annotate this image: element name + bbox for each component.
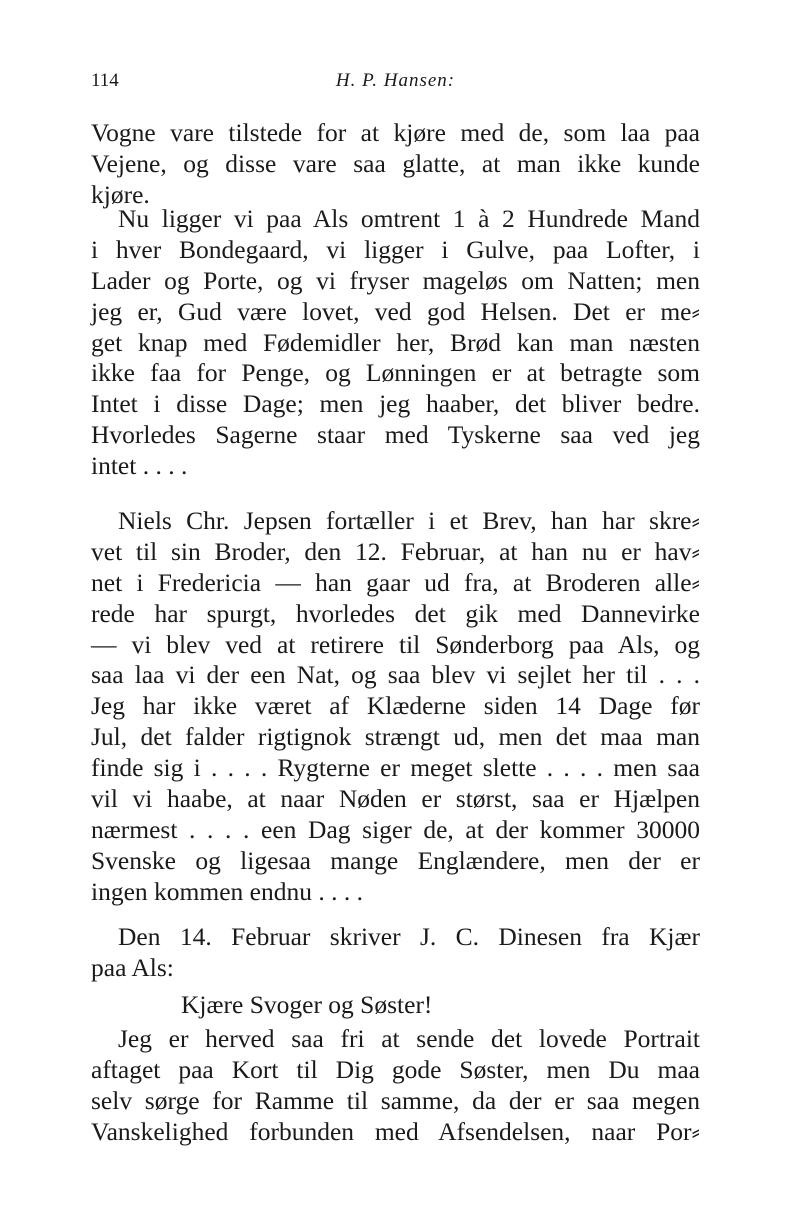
paragraph-3 <box>91 506 700 908</box>
text-line: aftaget paa Kort til Dig gode Søster, men Du maa <box>91 1054 700 1084</box>
salutation-line: Kjære Svoger og Søster! <box>181 990 433 1019</box>
text-line: Svenske og ligesaa mange Englændere, men der er <box>91 845 700 875</box>
text-line: finde sig i . . . . Rygterne er meget slette . . . . men saa <box>91 753 700 783</box>
text-line: paa Als: <box>91 952 174 982</box>
paragraph-2 <box>91 204 700 482</box>
text-line: Den 14. Februar skriver J. C. Dinesen fra Kjær <box>118 922 700 951</box>
text-line: get knap med Fødemidler her, Brød kan man næsten <box>91 327 700 357</box>
text-line: nærmest . . . . een Dag siger de, at der kommer 30000 <box>91 814 700 844</box>
text-line: vil vi haabe, at naar Nøden er størst, saa er Hjælpen <box>91 784 700 814</box>
text-line: jeg er, Gud være lovet, ved god Helsen. Det er me⸗ <box>91 296 700 326</box>
text-line: Niels Chr. Jepsen fortæller i et Brev, han har skre⸗ <box>118 506 700 535</box>
text-line: rede har spurgt, hvorledes det gik med Dannevirke <box>91 598 700 628</box>
text-line: Vogne vare tilstede for at kjøre med de, som laa paa <box>91 118 700 147</box>
text-line: intet . . . . <box>91 451 188 481</box>
text-line: — vi blev ved at retirere til Sønderborg paa Als, og <box>91 629 700 659</box>
text-line: vet til sin Broder, den 12. Februar, at han nu er hav⸗ <box>91 536 700 566</box>
text-line: Intet i disse Dage; men jeg haaber, det bliver bedre. <box>91 389 700 419</box>
paragraph-4 <box>91 922 700 984</box>
text-line: net i Fredericia — han gaar ud fra, at Broderen alle⸗ <box>91 567 700 597</box>
letter-salutation <box>91 990 700 1021</box>
paragraph-5 <box>91 1024 700 1148</box>
text-line: ikke faa for Penge, og Lønningen er at betragte som <box>91 358 700 388</box>
text-line: Jeg er herved saa fri at sende det lovede Portrait <box>118 1024 700 1053</box>
text-line: Jul, det falder rigtignok strængt ud, men det maa man <box>91 722 700 752</box>
running-head: H. P. Hansen: <box>335 70 456 91</box>
text-line: ingen kommen endnu . . . . <box>91 876 363 906</box>
text-line: Vanskelighed forbunden med Afsendelsen, naar Por⸗ <box>91 1116 700 1146</box>
paragraph-1 <box>91 118 700 211</box>
text-line: Vejene, og disse vare saa glatte, at man ikke kunde <box>91 148 700 178</box>
text-line: i hver Bondegaard, vi ligger i Gulve, paa Lofter, i <box>91 234 700 264</box>
page-header <box>91 70 700 100</box>
page-number: 114 <box>91 70 119 91</box>
text-line: Nu ligger vi paa Als omtrent 1 à 2 Hundrede Mand <box>118 204 700 233</box>
text-line: saa laa vi der een Nat, og saa blev vi sejlet her til . . . <box>91 660 700 690</box>
text-line: Jeg har ikke været af Klæderne siden 14 Dage før <box>91 691 700 721</box>
text-line: Hvorledes Sagerne staar med Tyskerne saa ved jeg <box>91 420 700 450</box>
text-line: selv sørge for Ramme til samme, da der er saa megen <box>91 1085 700 1115</box>
text-line: Lader og Porte, og vi fryser mageløs om Natten; men <box>91 265 700 295</box>
text-line: kjøre. <box>91 179 150 209</box>
